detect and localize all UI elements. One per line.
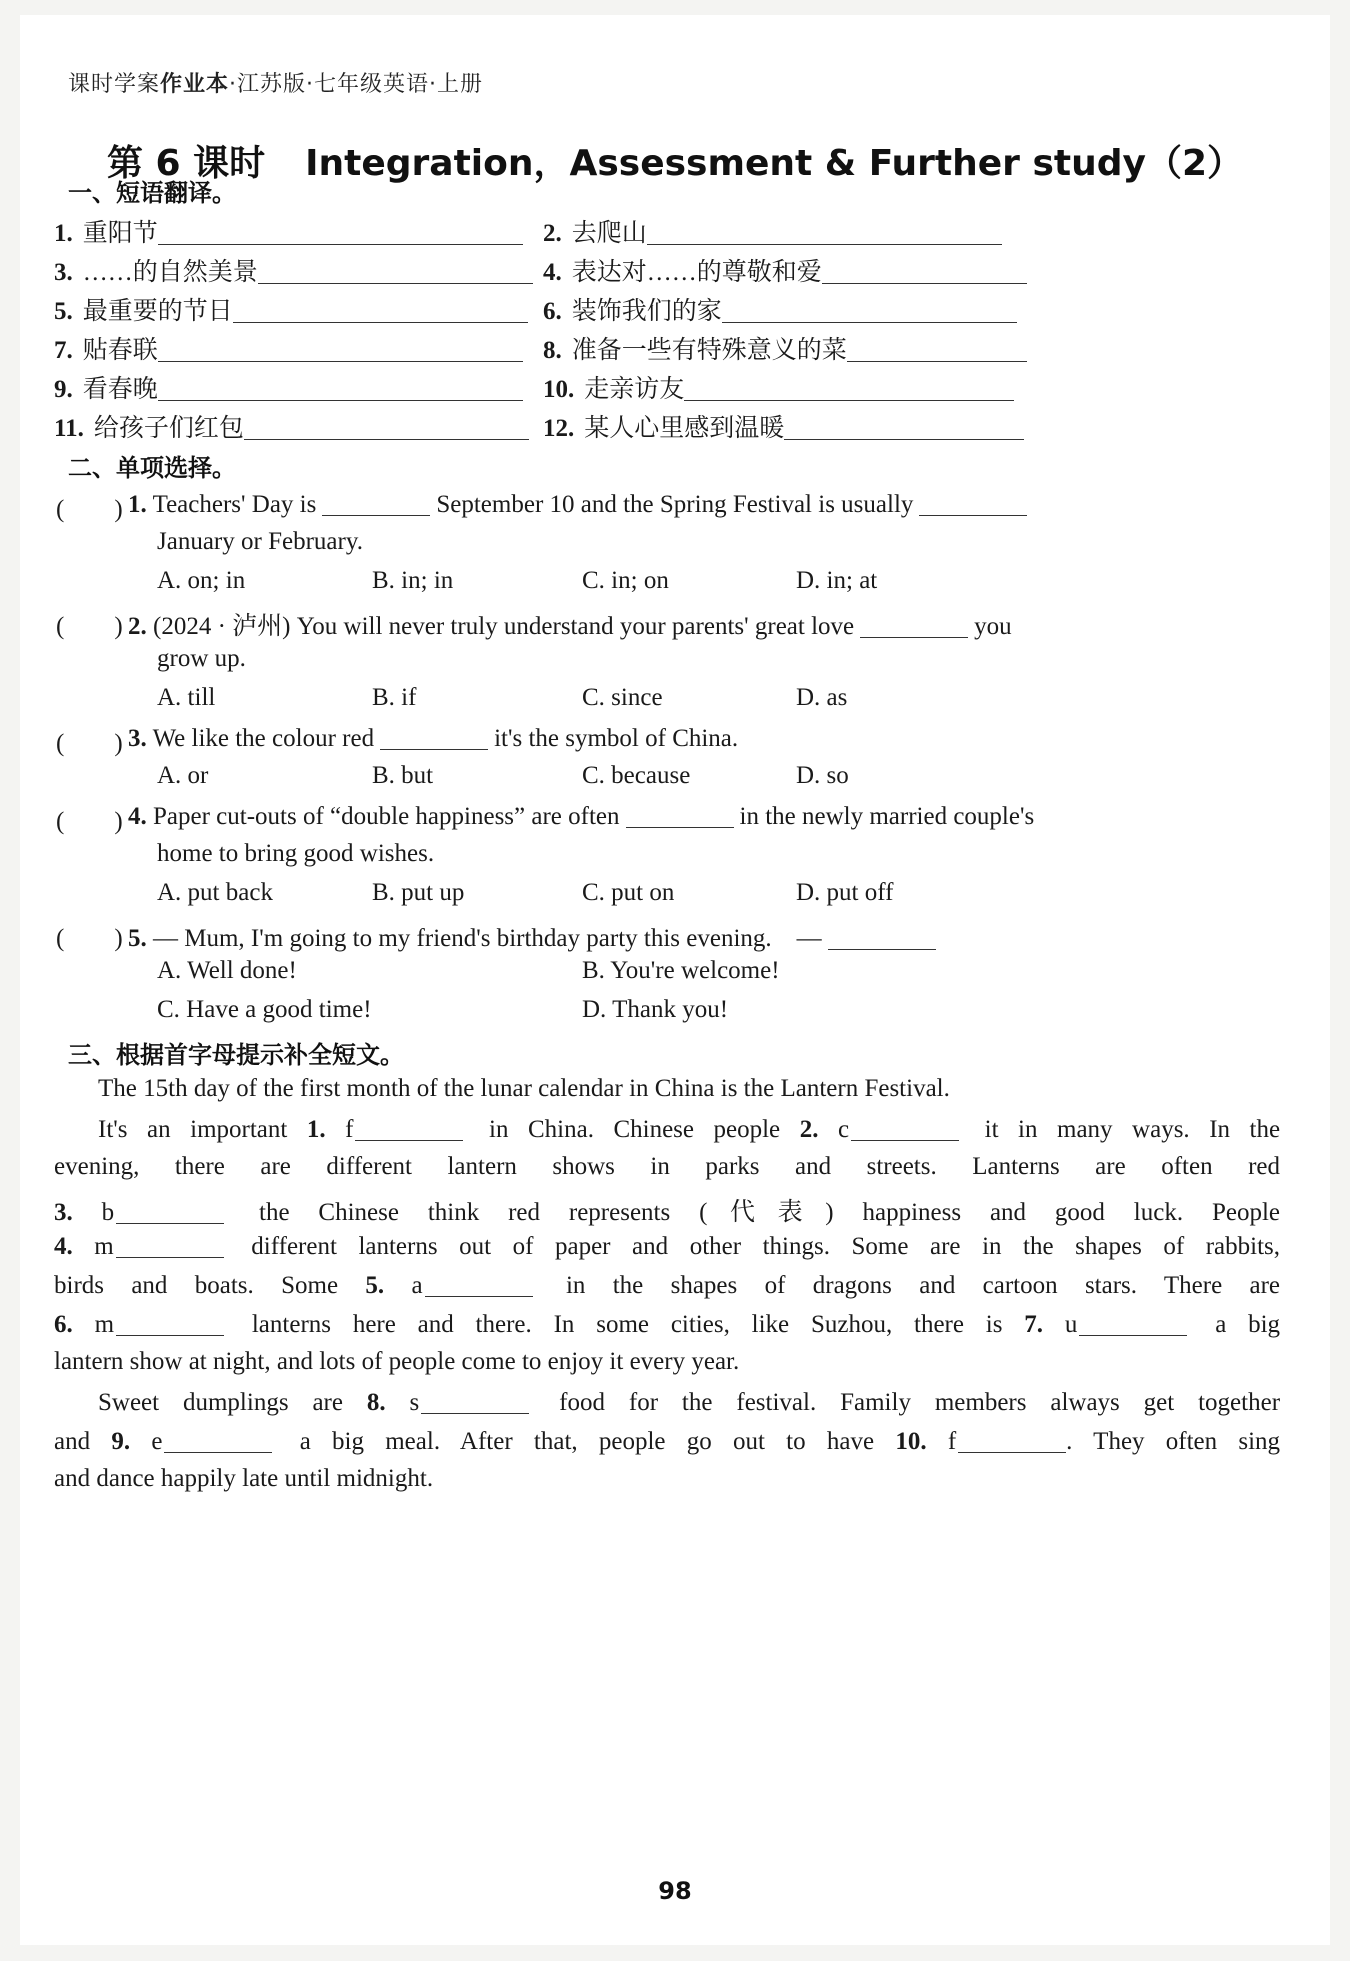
blank[interactable] — [164, 1426, 272, 1453]
blank[interactable] — [919, 489, 1027, 516]
blank[interactable] — [851, 1114, 959, 1141]
passage-line: 3. b the Chinese think red represents (代表) happiness and good luck. People — [54, 1199, 1281, 1226]
section-heading-cloze: 三、根据首字母提示补全短文。 — [68, 1041, 404, 1069]
answer-line[interactable] — [722, 296, 1017, 323]
option-a[interactable]: A. or — [157, 762, 209, 789]
answer-line[interactable] — [822, 257, 1027, 284]
blank[interactable] — [828, 923, 936, 950]
question-continuation: January or February. — [157, 528, 363, 555]
answer-line[interactable] — [847, 335, 1027, 362]
book-header — [68, 67, 483, 98]
answer-line[interactable] — [233, 296, 528, 323]
option-b[interactable]: B. but — [372, 762, 434, 789]
lesson-number: 第 6 课时 — [107, 143, 266, 184]
answer-line[interactable] — [158, 335, 523, 362]
option-c[interactable]: C. since — [582, 684, 663, 711]
question-1: 1. Teachers' Day is September 10 and the Spring Festival is usually — [128, 489, 1278, 519]
option-d[interactable]: D. Thank you! — [582, 996, 729, 1023]
question-continuation: home to bring good wishes. — [157, 840, 435, 867]
option-a[interactable]: A. on; in — [157, 567, 246, 594]
question-2: 2. (2024 · 泸州) You will never truly understand your parents' great love you — [128, 613, 1012, 640]
option-c[interactable]: C. in; on — [582, 567, 669, 594]
phrase-item: 8. 准备一些有特殊意义的菜 — [543, 330, 1027, 366]
header-rest: ·江苏版·七年级英语·上册 — [229, 72, 484, 97]
blank[interactable] — [322, 489, 430, 516]
answer-bracket[interactable]: ( ) — [56, 613, 123, 640]
option-d[interactable]: D. in; at — [796, 567, 878, 594]
answer-line[interactable] — [647, 218, 1002, 245]
header-bold: 作业本 — [160, 72, 230, 97]
phrase-item: 4. 表达对……的尊敬和爱 — [543, 252, 1027, 288]
phrase-item: 9. 看春晚 — [54, 369, 523, 405]
option-c[interactable]: C. put on — [582, 879, 675, 906]
passage-line: and 9. e a big meal. After that, people go out to have 10. f . They often sing — [54, 1428, 1281, 1455]
option-a[interactable]: A. put back — [157, 879, 273, 906]
question-5: 5. — Mum, I'm going to my friend's birthday party this evening. — — [128, 918, 942, 954]
phrase-item: 10. 走亲访友 — [543, 369, 1014, 405]
header-prefix: 课时学案 — [68, 72, 161, 97]
answer-line[interactable] — [244, 413, 529, 440]
passage-line: It's an important 1. f in China. Chinese people 2. c it in many ways. In the — [98, 1116, 1281, 1143]
answer-bracket[interactable]: ( ) — [56, 730, 123, 757]
passage-line: evening, there are different lantern shows in parks and streets. Lanterns are often red — [54, 1153, 1280, 1180]
lesson-name: Integration，Assessment & Further study（2） — [305, 143, 1243, 184]
blank[interactable] — [116, 1231, 224, 1258]
phrase-item: 3. ……的自然美景 — [54, 252, 533, 288]
option-c[interactable]: C. Have a good time! — [157, 996, 372, 1023]
passage-line: birds and boats. Some 5. a in the shapes of dragons and cartoon stars. There are — [54, 1272, 1281, 1299]
page-number: 98 — [658, 1877, 692, 1905]
blank[interactable] — [860, 611, 968, 638]
option-c[interactable]: C. because — [582, 762, 691, 789]
answer-bracket[interactable]: ( ) — [56, 496, 123, 523]
blank[interactable] — [116, 1309, 224, 1336]
blank[interactable] — [355, 1114, 463, 1141]
answer-line[interactable] — [158, 218, 523, 245]
passage-line: Sweet dumplings are 8. s food for the festival. Family members always get together — [98, 1389, 1281, 1416]
option-a[interactable]: A. Well done! — [157, 957, 297, 984]
option-b[interactable]: B. if — [372, 684, 417, 711]
passage-line: lantern show at night, and lots of people come to enjoy it every year. — [54, 1348, 740, 1375]
blank[interactable] — [1079, 1309, 1187, 1336]
blank[interactable] — [626, 801, 734, 828]
worksheet-page — [20, 15, 1330, 1945]
answer-bracket[interactable]: ( ) — [56, 925, 123, 952]
passage-line: and dance happily late until midnight. — [54, 1465, 434, 1492]
option-d[interactable]: D. as — [796, 684, 848, 711]
question-3: 3. We like the colour red it's the symbol of China. — [128, 725, 739, 752]
question-continuation: grow up. — [157, 645, 246, 672]
phrase-item: 6. 装饰我们的家 — [543, 291, 1017, 327]
answer-line[interactable] — [158, 374, 523, 401]
phrase-item: 7. 贴春联 — [54, 330, 523, 366]
passage-line: 4. m different lanterns out of paper and other things. Some are in the shapes of rabbits, — [54, 1233, 1280, 1260]
answer-line[interactable] — [784, 413, 1024, 440]
answer-line[interactable] — [258, 257, 533, 284]
option-a[interactable]: A. till — [157, 684, 216, 711]
answer-line[interactable] — [684, 374, 1014, 401]
option-b[interactable]: B. You're welcome! — [582, 957, 780, 984]
option-d[interactable]: D. put off — [796, 879, 894, 906]
option-b[interactable]: B. put up — [372, 879, 465, 906]
blank[interactable] — [425, 1270, 533, 1297]
question-4: 4. Paper cut-outs of “double happiness” are often in the newly married couple's — [128, 803, 1035, 830]
phrase-item: 11. 给孩子们红包 — [54, 408, 529, 444]
phrase-item: 1. 重阳节 — [54, 213, 523, 249]
phrase-item: 5. 最重要的节日 — [54, 291, 528, 327]
blank[interactable] — [958, 1426, 1066, 1453]
blank[interactable] — [421, 1387, 529, 1414]
answer-bracket[interactable]: ( ) — [56, 808, 123, 835]
option-d[interactable]: D. so — [796, 762, 849, 789]
passage-line: 6. m lanterns here and there. In some cities, like Suzhou, there is 7. u a big — [54, 1311, 1281, 1338]
section-heading-choice: 二、单项选择。 — [68, 454, 236, 482]
blank[interactable] — [116, 1197, 224, 1224]
passage-line: The 15th day of the first month of the lunar calendar in China is the Lantern Festival. — [98, 1075, 950, 1102]
option-b[interactable]: B. in; in — [372, 567, 454, 594]
section-heading-translation: 一、短语翻译。 — [68, 179, 236, 207]
blank[interactable] — [380, 723, 488, 750]
phrase-item: 12. 某人心里感到温暖 — [543, 408, 1024, 444]
phrase-item: 2. 去爬山 — [543, 213, 1002, 249]
